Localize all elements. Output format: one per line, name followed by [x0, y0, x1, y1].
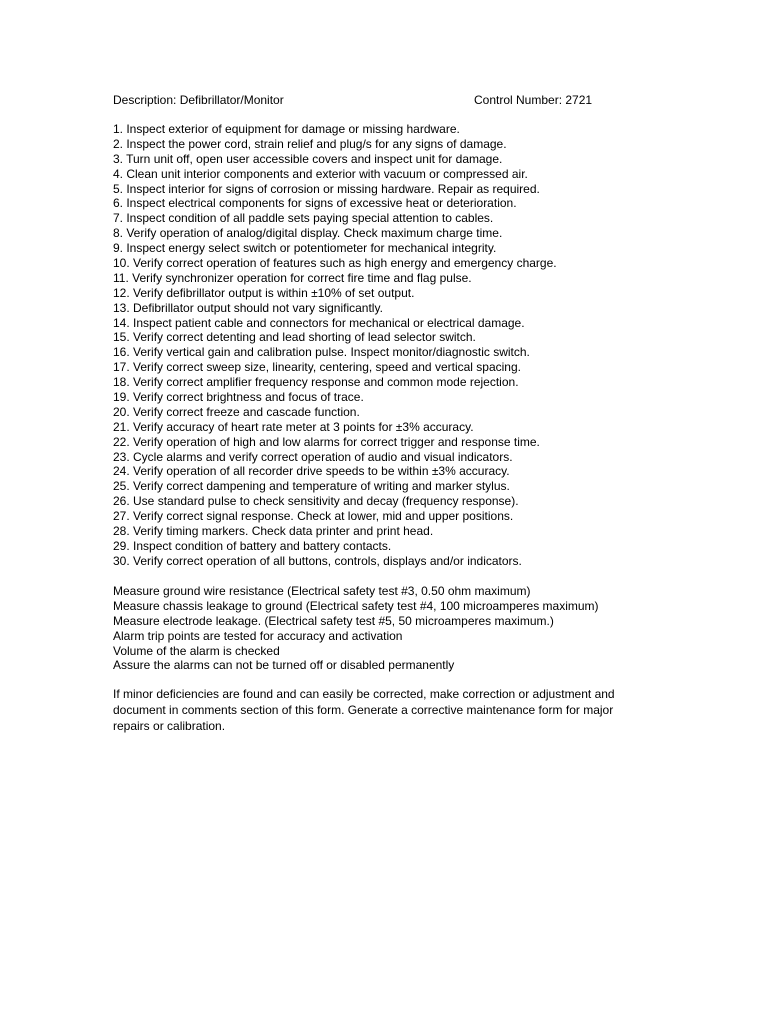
inspection-step: 20. Verify correct freeze and cascade function. [113, 404, 360, 419]
note-line: repairs or calibration. [113, 719, 226, 733]
inspection-step: 4. Clean unit interior components and exterior with vacuum or compressed air. [113, 166, 528, 181]
inspection-step: 6. Inspect electrical components for signs of excessive heat or deterioration. [113, 196, 517, 211]
safety-test-item: Volume of the alarm is checked [113, 643, 280, 658]
inspection-steps-list [113, 122, 557, 569]
control-number-label: Control Number: 2721 [474, 93, 593, 107]
inspection-step: 12. Verify defibrillator output is within ±10% of set output. [113, 285, 415, 300]
safety-tests-list [113, 584, 599, 673]
inspection-step: 13. Defibrillator output should not vary significantly. [113, 300, 383, 315]
inspection-step: 3. Turn unit off, open user accessible covers and inspect unit for damage. [113, 151, 503, 166]
inspection-step: 9. Inspect energy select switch or potentiometer for mechanical integrity. [113, 241, 497, 256]
deficiency-note [113, 686, 653, 734]
inspection-step: 17. Verify correct sweep size, linearity, centering, speed and vertical spacing. [113, 360, 521, 375]
safety-test-item: Measure chassis leakage to ground (Electrical safety test #4, 100 microamperes maximum) [113, 598, 599, 613]
inspection-step: 19. Verify correct brightness and focus of trace. [113, 390, 364, 405]
inspection-step: 25. Verify correct dampening and temperature of writing and marker stylus. [113, 479, 510, 494]
inspection-step: 26. Use standard pulse to check sensitivity and decay (frequency response). [113, 494, 519, 509]
safety-test-item: Measure electrode leakage. (Electrical safety test #5, 50 microamperes maximum.) [113, 613, 554, 628]
inspection-step: 2. Inspect the power cord, strain relief and plug/s for any signs of damage. [113, 136, 507, 151]
inspection-step: 15. Verify correct detenting and lead shorting of lead selector switch. [113, 330, 476, 345]
description-label: Description: Defibrillator/Monitor [113, 93, 284, 107]
safety-test-item: Measure ground wire resistance (Electrical safety test #3, 0.50 ohm maximum) [113, 584, 531, 598]
inspection-step: 29. Inspect condition of battery and battery contacts. [113, 538, 392, 553]
inspection-step: 23. Cycle alarms and verify correct operation of audio and visual indicators. [113, 449, 513, 464]
inspection-step: 10. Verify correct operation of features such as high energy and emergency charge. [113, 256, 557, 271]
inspection-step: 8. Verify operation of analog/digital display. Check maximum charge time. [113, 226, 503, 241]
inspection-step: 27. Verify correct signal response. Check at lower, mid and upper positions. [113, 509, 514, 524]
document-header [113, 93, 633, 108]
inspection-step: 14. Inspect patient cable and connectors for mechanical or electrical damage. [113, 315, 525, 330]
inspection-step: 28. Verify timing markers. Check data printer and print head. [113, 524, 434, 539]
inspection-step: 18. Verify correct amplifier frequency response and common mode rejection. [113, 375, 519, 390]
inspection-step: 7. Inspect condition of all paddle sets paying special attention to cables. [113, 211, 494, 226]
inspection-step: 22. Verify operation of high and low alarms for correct trigger and response time. [113, 434, 540, 449]
safety-test-item: Alarm trip points are tested for accuracy and activation [113, 628, 403, 643]
inspection-step: 11. Verify synchronizer operation for correct fire time and flag pulse. [113, 270, 472, 285]
inspection-step: 5. Inspect interior for signs of corrosion or missing hardware. Repair as required. [113, 181, 540, 196]
note-line: document in comments section of this form. Generate a corrective maintenance form for major [113, 703, 614, 717]
note-line: If minor deficiencies are found and can easily be corrected, make correction or adjustment and [113, 687, 615, 701]
inspection-step: 21. Verify accuracy of heart rate meter at 3 points for ±3% accuracy. [113, 419, 474, 434]
inspection-step: 24. Verify operation of all recorder drive speeds to be within ±3% accuracy. [113, 464, 510, 479]
inspection-step: 30. Verify correct operation of all buttons, controls, displays and/or indicators. [113, 553, 522, 568]
inspection-step: 1. Inspect exterior of equipment for damage or missing hardware. [113, 122, 460, 136]
safety-test-item: Assure the alarms can not be turned off or disabled permanently [113, 658, 455, 673]
inspection-step: 16. Verify vertical gain and calibration pulse. Inspect monitor/diagnostic switch. [113, 345, 530, 360]
